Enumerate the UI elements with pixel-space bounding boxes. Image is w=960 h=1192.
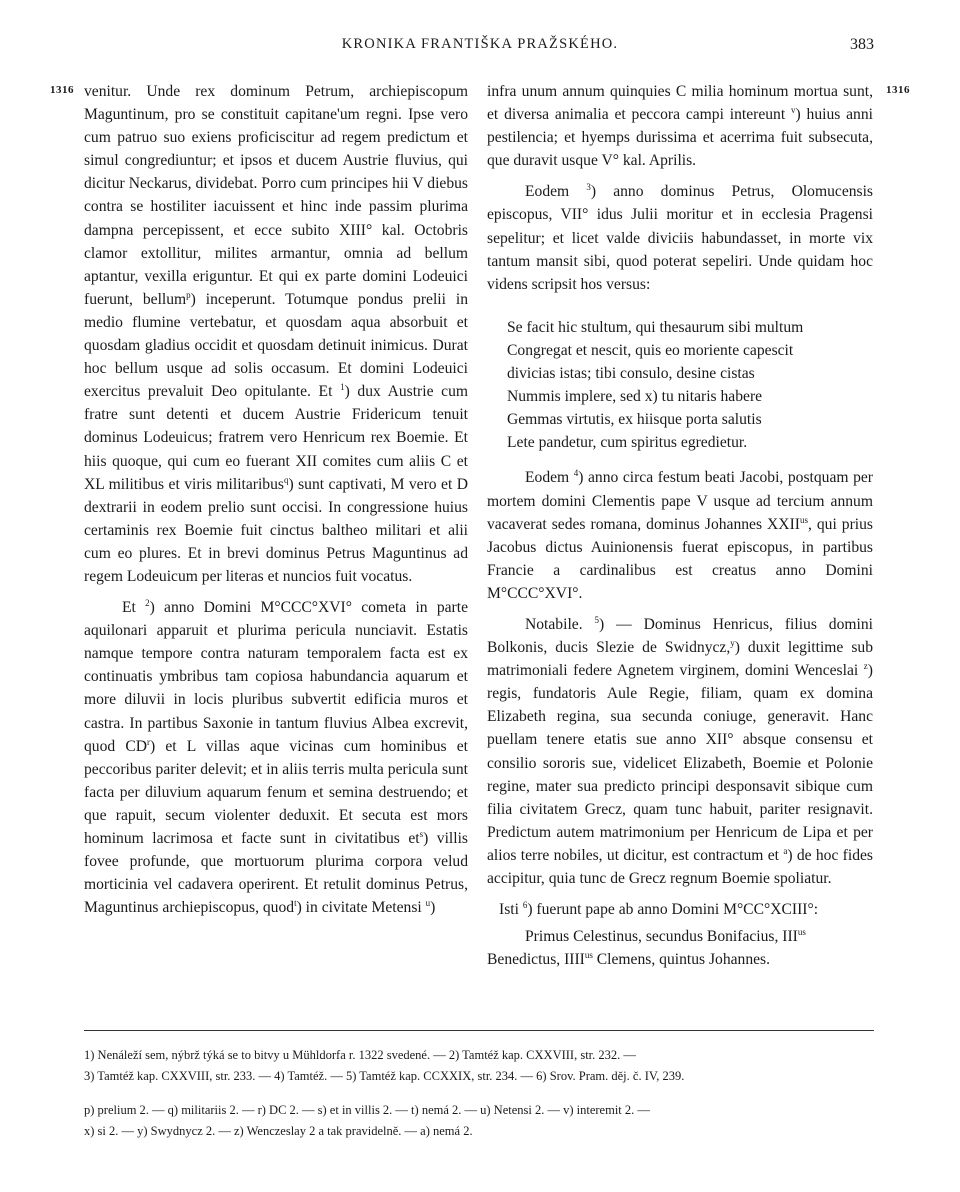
paragraph: venitur. Unde rex dominum Petrum, archiepiscopum Maguntinum, pro se constituit capitane'um regni. Ipse vero cum patruo suo exiens proficiscitur ad regem predictum et simul congrediuntur; et ipsos et ducem Austrie fluvius, qui dicitur Neckarus, dividebat. Porro cum principes hii V diebus contra se hostiliter iacuissent et hinc inde passim plurima dampna percepissent, et ecce subito XIII° kal. Octobris clamor extollitur, milites armantur, omnia ad bellum aptantur, vexilla eriguntur. Et qui ex parte domini Lodeuici fuerunt, bellum$^p$) inceperunt. Totumque pondus prelii in medio flumine vertebatur, et quosdam aqua absorbuit et quosdam gladius occidit et quosdam detinuit inimicus. Durat hoc bellum usque ad solis occasum. Et domini Lodeuici exercitus prevaluit Deo opitulante. Et $^1$) dux Austrie cum fratre sunt detenti et ducem Austrie Fridericum tenuit dominus Lodeuicus; fratrem vero Henricum rex Boemie. Et hiis quoque, qui cum eo fuerant XII comites cum aliis C et XL militibus et viris militaribus$^q$) sunt captivati, M vero et D dextrarii in eodem prelio sunt occisi. In congressione huius certaminis rex Boemie fuit cinctus baltheo militari et alii cum eo plures. Et in brevi dominus Petrus Maguntinus ad regem Lodeuicum per literas et nuncios fuit vocatus. <box>84 83 468 585</box>
pope-line: Primus Celestinus, secundus Bonifacius, $III^{us}$ <box>525 927 806 946</box>
footnote-line: 3) Tamtéž kap. CXXVIII, str. 233. — 4) Tamtéž. — 5) Tamtéž kap. CCXXIX, str. 234. — 6) Srov. Pram. děj. č. IV, 239. <box>84 1069 685 1083</box>
paragraph: Notabile. $^5$) — Dominus Henricus, filius domini Bolkonis, ducis Slezie de Swidnycz,$^y$) duxit legittime sub matrimoniali federe Agnetem virginem, domini Wenceslai $^z$) regis, fundatoris Aule Regie, filiam, quam ex domina Elizabeth regina, sua secunda coniuge, generavit. Hanc puellam tenere etatis sue anno XII° absque consensu et consilio sororis sue, videlicet Elizabeth, Boemie et Polonie regine, mater sua predicto principi desponsavit sibique cum filia civitatem Grecz, quam tunc habuit, pariter resignavit. Predictum autem matrimonium per Henricum de Lipa et per alios terre nobiles, ut dicitur, est contractum et $^a$) de hoc fides accipitur, quia tunc de Grecz regnum Boemie spoliatur. <box>487 614 873 887</box>
paragraph: Et $^2$) anno Domini M°CCC°XVI° cometa in parte aquilonari apparuit et plurima pericula nunciavit. Estatis namque tempore contra naturam temporalem facta est ex continuatis ymbribus tam copiosa habundancia aquarum et more diluvii in locis pluribus subvertit edificia muros et castra. In partibus Saxonie in tantum fluvius Albea excrevit, quod $CD^r$) et L villas aque vicinas cum hominibus et peccoribus pariter delevit; et in aliis terris multa pericula sunt facta per diluvium aquarum fenum et semina destruendo; et que rapuit, secum violenter deduxit. Et secuta est mors hominum lacrimosa et facte sunt in civitatibus $et^s$) villis fovee profunde, que mortuorum plurima corpora velud morticinia vel cadavera operirent. Et retulit dominus Petrus, Maguntinus archiepiscopus, quod$^t$) in civitate Metensi $^u$) <box>84 597 469 917</box>
left-column <box>84 80 468 919</box>
footnote-divider <box>84 1030 874 1031</box>
margin-year-right: 1316 <box>886 84 910 96</box>
pope-list <box>487 925 873 971</box>
footnote-line: p) prelium 2. — q) militariis 2. — r) DC 2. — s) et in villis 2. — t) nemá 2. — u) Netensi 2. — v) interemit 2. — <box>84 1103 650 1117</box>
paragraph: Isti $^6$) fuerunt pape ab anno Domini M°CC°XCIII°: <box>499 899 819 919</box>
paragraph: Eodem $^4$) anno circa festum beati Jacobi, postquam per mortem domini Clementis pape V usque ad tercium annum vacaverat sedes romana, dominus Johannes $XXII^{us}$, qui prius Jacobus dictus Auinionensis fuerat episcopus, in partibus Francie a cardinalibus est creatus anno Domini M°CCC°XVI°. <box>487 468 873 602</box>
footnote-line: x) si 2. — y) Swydnycz 2. — z) Wenczeslay 2 a tak pravidelně. — a) nemá 2. <box>84 1124 473 1138</box>
footnote-line: 1) Nenáleží sem, nýbrž týká se to bitvy u Mühldorfa r. 1322 svedené. — 2) Tamtéž kap. CXXVIII, str. 232. — <box>84 1048 636 1062</box>
right-column <box>487 80 873 971</box>
footnotes-editorial <box>84 1045 874 1087</box>
footnotes-variants <box>84 1100 874 1142</box>
running-title: KRONIKA FRANTIŠKA PRAŽSKÉHO. <box>341 36 619 52</box>
verse-line: Se facit hic stultum, qui thesaurum sibi multum <box>507 318 804 336</box>
verse-line: Nummis implere, sed x) tu nitaris habere <box>507 388 763 406</box>
page-number: 383 <box>850 36 874 53</box>
paragraph: Eodem $^3$) anno dominus Petrus, Olomucensis episcopus, VII° idus Julii moritur et in ecclesia Pragensi sepelitur; et licet valde diviciis habundasset, in morte vix tantum mansit sibi, quod poterat sepeliri. Unde quidam hoc videns scripsit hos versus: <box>487 182 874 293</box>
verse-line: Gemmas virtutis, ex hiisque porta salutis <box>507 411 762 429</box>
page-header <box>0 36 960 58</box>
pope-line: Benedictus, $IIII^{us}$ Clemens, quintus Johannes. <box>487 950 771 969</box>
verse-line: divicias istas; tibi consulo, desine cistas <box>507 365 755 383</box>
paragraph: infra unum annum quinquies C milia hominum mortua sunt, et diversa animalia et peccora campi intereunt $^v$) huius anni pestilencia; et hyemps durissima et acerrima fuit subsecuta, que duravit usque V° kal. Aprilis. <box>487 83 873 170</box>
verse-line: Lete pandetur, cum spiritus egredietur. <box>507 434 748 452</box>
margin-year-left: 1316 <box>50 84 74 96</box>
verse-block <box>507 316 873 455</box>
verse-line: Congregat et nescit, quis eo moriente capescit <box>507 341 794 359</box>
